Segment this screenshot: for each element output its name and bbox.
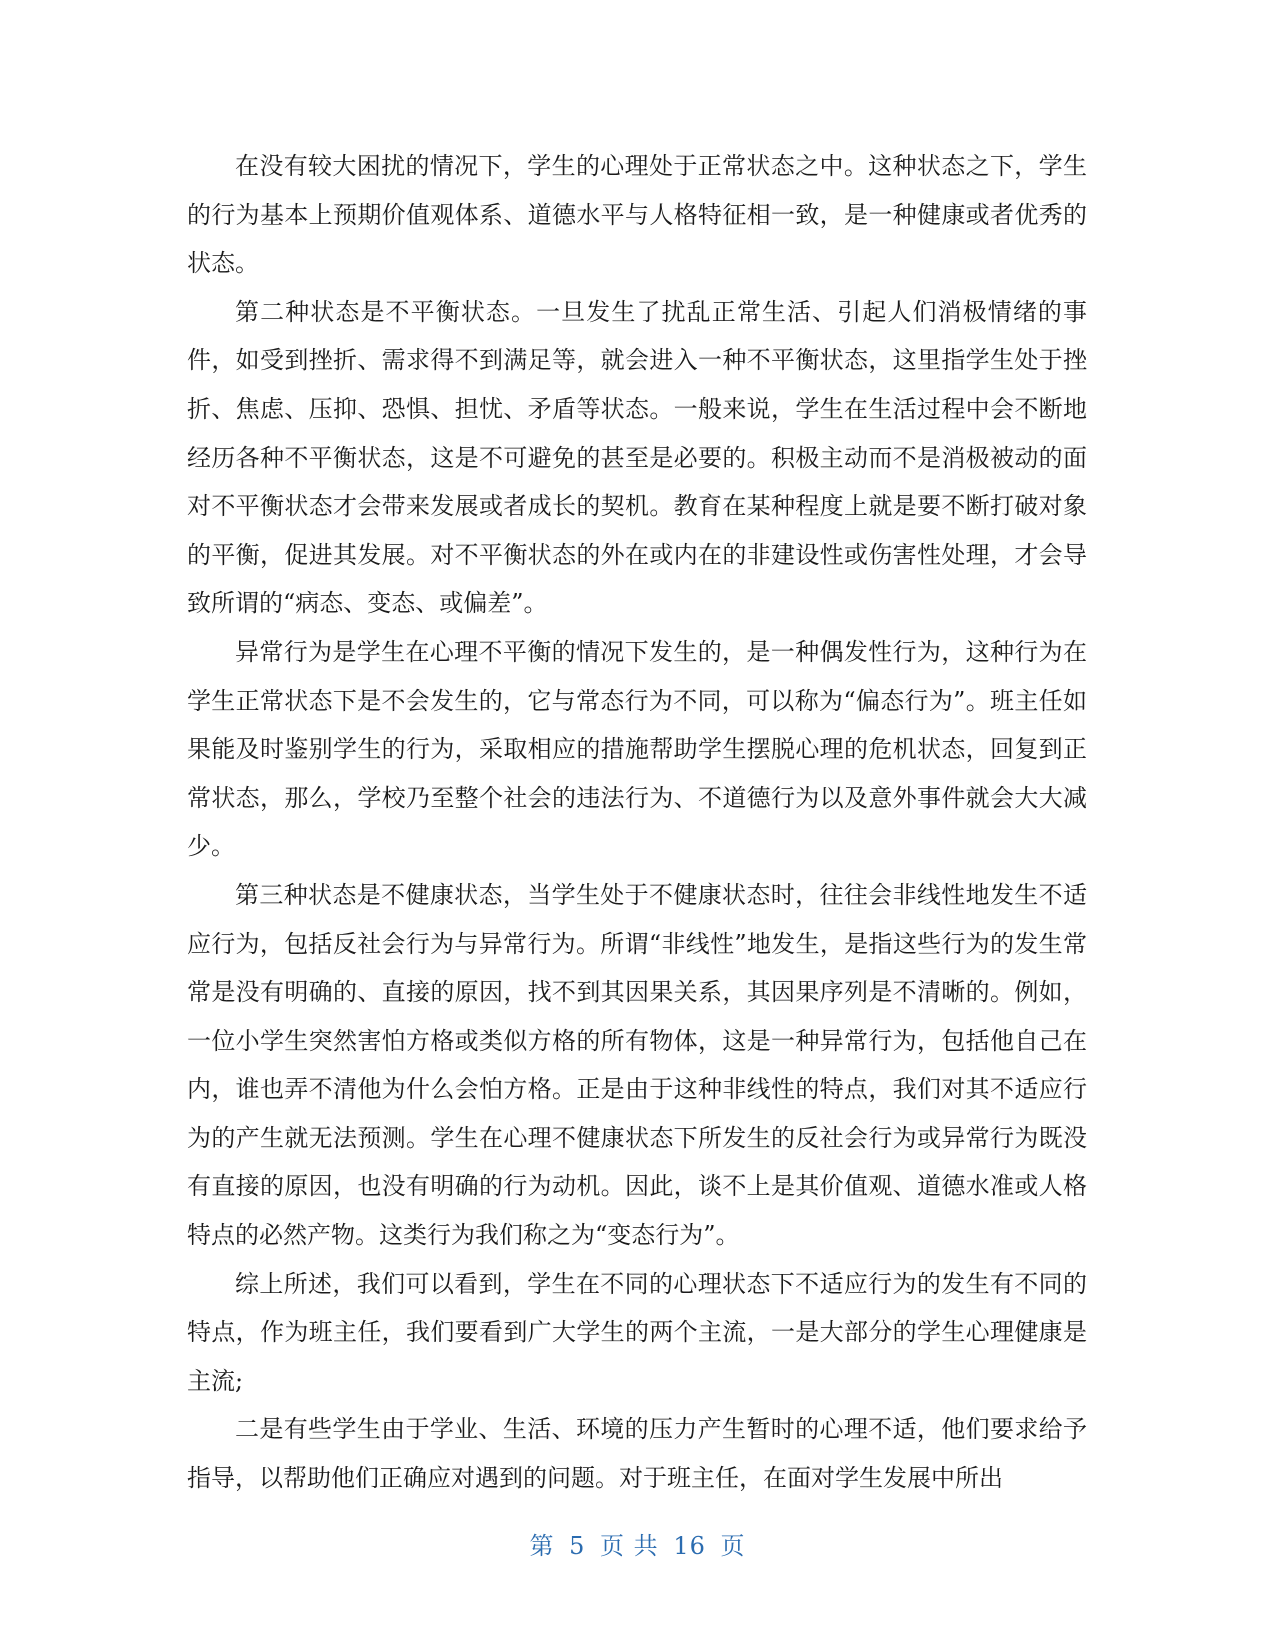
footer-total-pages: 16 xyxy=(673,1532,706,1560)
footer-prefix: 第 xyxy=(529,1532,555,1560)
paragraph-5: 综上所述，我们可以看到，学生在不同的心理状态下不适应行为的发生有不同的特点，作为班主任，我们要看到广大学生的两个主流，一是大部分的学生心理健康是主流; xyxy=(187,1269,1087,1395)
body-text xyxy=(187,142,1087,1503)
paragraph-2: 第二种状态是不平衡状态。一旦发生了扰乱正常生活、引起人们消极情绪的事件，如受到挫折、需求得不到满足等，就会进入一种不平衡状态，这里指学生处于挫折、焦虑、压抑、恐惧、担忧、矛盾等状态。一般来说，学生在生活过程中会不断地经历各种不平衡状态，这是不可避免的甚至是必要的。积极主动而不是消极被动的面对不平衡状态才会带来发展或者成长的契机。教育在某种程度上就是要不断打破对象的平衡，促进其发展。对不平衡状态的外在或内在的非建设性或伤害性处理，才会导致所谓的“病态、变态、或偏差”。 xyxy=(187,297,1087,618)
footer-current-page: 5 xyxy=(569,1532,586,1560)
footer-suffix: 页 xyxy=(720,1532,746,1560)
paragraph-6: 二是有些学生由于学业、生活、环境的压力产生暂时的心理不适，他们要求给予指导，以帮助他们正确应对遇到的问题。对于班主任，在面对学生发展中所出 xyxy=(187,1415,1087,1493)
paragraph-1: 在没有较大困扰的情况下，学生的心理处于正常状态之中。这种状态之下，学生的行为基本上预期价值观体系、道德水平与人格特征相一致，是一种健康或者优秀的状态。 xyxy=(187,152,1087,278)
footer-middle: 页 共 xyxy=(600,1532,659,1560)
paragraph-3: 异常行为是学生在心理不平衡的情况下发生的，是一种偶发性行为，这种行为在学生正常状态下是不会发生的，它与常态行为不同，可以称为“偏态行为”。班主任如果能及时鉴别学生的行为，采取相应的措施帮助学生摆脱心理的危机状态，回复到正常状态，那么，学校乃至整个社会的违法行为、不道德行为以及意外事件就会大大减少。 xyxy=(187,637,1087,861)
page-footer xyxy=(0,1526,1275,1561)
paragraph-4: 第三种状态是不健康状态，当学生处于不健康状态时，往往会非线性地发生不适应行为，包括反社会行为与异常行为。所谓“非线性”地发生，是指这些行为的发生常常是没有明确的、直接的原因，找不到其因果关系，其因果序列是不清晰的。例如，一位小学生突然害怕方格或类似方格的所有物体，这是一种异常行为，包括他自己在内，谁也弄不清他为什么会怕方格。正是由于这种非线性的特点，我们对其不适应行为的产生就无法预测。学生在心理不健康状态下所发生的反社会行为或异常行为既没有直接的原因，也没有明确的行为动机。因此，谈不上是其价值观、道德水准或人格特点的必然产物。这类行为我们称之为“变态行为”。 xyxy=(187,880,1087,1250)
